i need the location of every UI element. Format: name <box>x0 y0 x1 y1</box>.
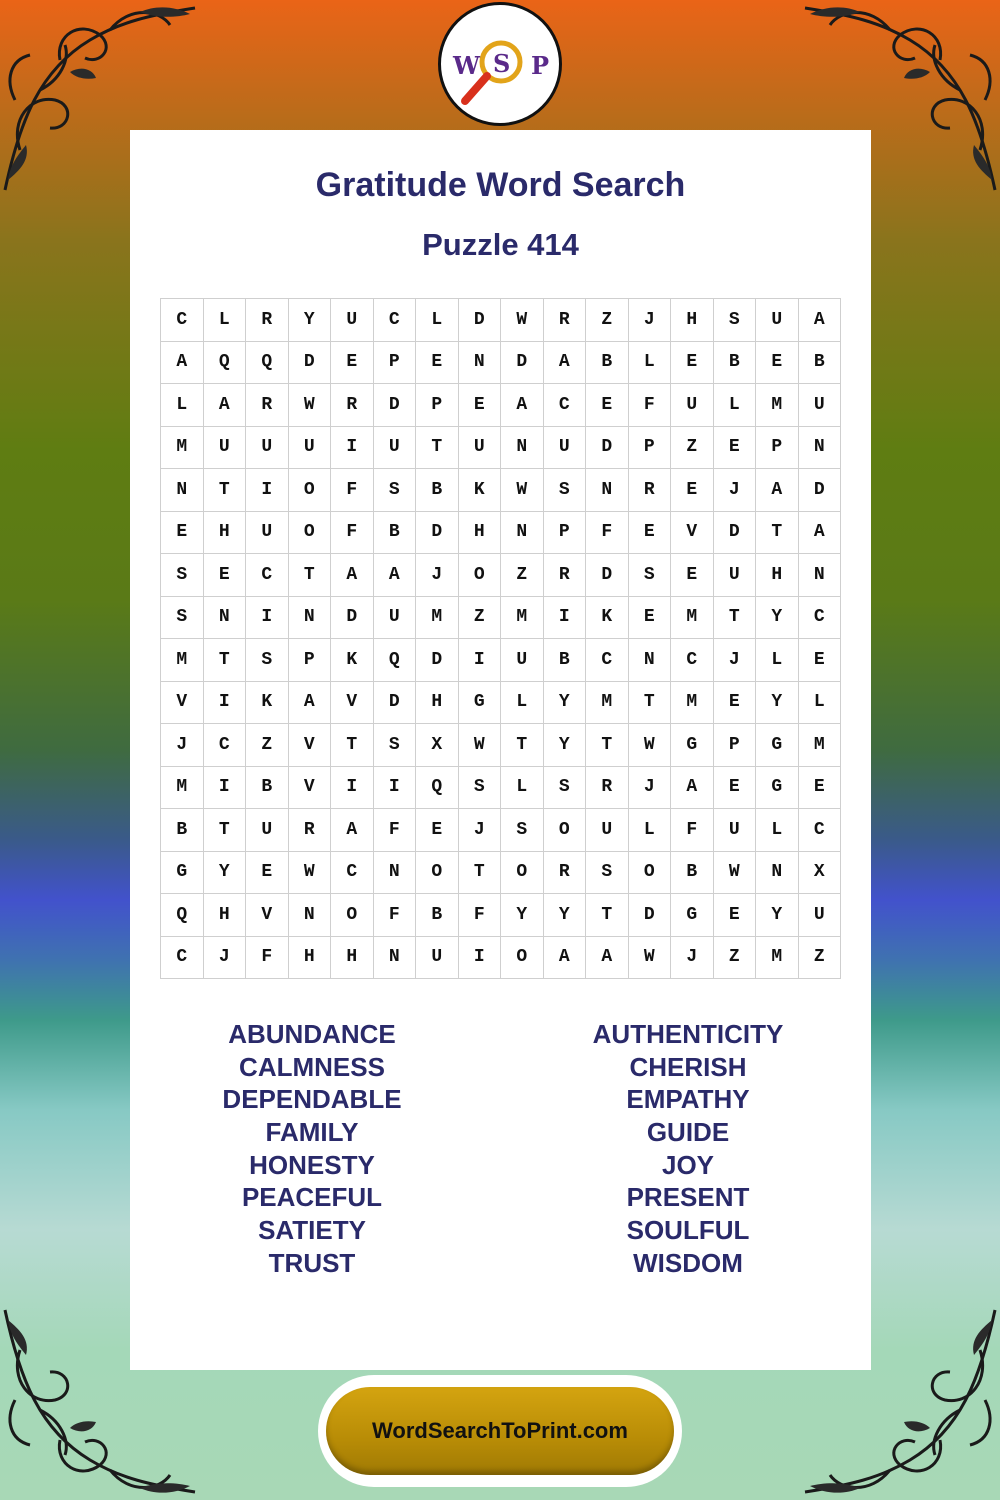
grid-cell[interactable]: O <box>459 554 502 597</box>
grid-cell[interactable]: S <box>246 639 289 682</box>
grid-cell[interactable]: R <box>544 554 587 597</box>
word-list-item: PEACEFUL <box>241 1182 383 1213</box>
grid-cell[interactable]: Z <box>671 427 714 470</box>
grid-cell[interactable]: U <box>374 427 417 470</box>
grid-cell[interactable]: S <box>629 554 672 597</box>
grid-cell[interactable]: D <box>501 342 544 385</box>
grid-cell[interactable]: C <box>246 554 289 597</box>
grid-cell[interactable]: C <box>374 299 417 342</box>
grid-cell[interactable]: E <box>799 639 842 682</box>
grid-cell[interactable]: L <box>756 639 799 682</box>
grid-cell[interactable]: V <box>331 682 374 725</box>
grid-cell[interactable]: Z <box>586 299 629 342</box>
grid-cell[interactable]: M <box>671 597 714 640</box>
grid-cell[interactable]: S <box>161 554 204 597</box>
grid-cell[interactable]: L <box>756 809 799 852</box>
grid-cell[interactable]: E <box>714 427 757 470</box>
grid-cell[interactable]: D <box>586 427 629 470</box>
grid-cell[interactable]: O <box>289 512 332 555</box>
grid-cell[interactable]: U <box>799 384 842 427</box>
grid-cell[interactable]: A <box>374 554 417 597</box>
grid-cell[interactable]: D <box>374 384 417 427</box>
grid-cell[interactable]: L <box>416 299 459 342</box>
grid-cell[interactable]: F <box>331 512 374 555</box>
site-logo[interactable] <box>438 2 562 126</box>
grid-cell[interactable]: T <box>714 597 757 640</box>
grid-cell[interactable]: R <box>246 299 289 342</box>
grid-cell[interactable]: B <box>416 469 459 512</box>
grid-cell[interactable]: N <box>204 597 247 640</box>
grid-cell[interactable]: U <box>586 809 629 852</box>
grid-cell[interactable]: U <box>246 809 289 852</box>
grid-cell[interactable]: A <box>289 682 332 725</box>
grid-cell[interactable]: O <box>416 852 459 895</box>
grid-cell[interactable]: A <box>544 937 587 980</box>
grid-cell[interactable]: V <box>161 682 204 725</box>
word-list-item: DEPENDABLE <box>222 1084 402 1115</box>
grid-cell[interactable]: U <box>416 937 459 980</box>
grid-cell[interactable]: H <box>331 937 374 980</box>
grid-cell[interactable]: Y <box>756 894 799 937</box>
grid-cell[interactable]: P <box>374 342 417 385</box>
footer-site-name: WordSearchToPrint.com <box>372 1418 628 1443</box>
grid-cell[interactable]: A <box>671 767 714 810</box>
grid-cell[interactable]: J <box>161 724 204 767</box>
grid-cell[interactable]: M <box>161 427 204 470</box>
grid-cell[interactable]: P <box>544 512 587 555</box>
grid-cell[interactable]: Y <box>544 894 587 937</box>
grid-cell[interactable]: A <box>586 937 629 980</box>
word-list-item: WISDOM <box>633 1247 743 1278</box>
grid-cell[interactable]: S <box>544 767 587 810</box>
grid-cell[interactable]: I <box>331 427 374 470</box>
grid-cell[interactable]: A <box>756 469 799 512</box>
grid-cell[interactable]: E <box>459 384 502 427</box>
grid-cell[interactable]: U <box>756 299 799 342</box>
grid-cell[interactable]: I <box>459 639 502 682</box>
grid-cell[interactable]: N <box>374 852 417 895</box>
grid-cell[interactable]: G <box>671 724 714 767</box>
grid-cell[interactable]: Y <box>204 852 247 895</box>
grid-cell[interactable]: K <box>331 639 374 682</box>
grid-cell[interactable]: S <box>161 597 204 640</box>
grid-cell[interactable]: T <box>204 639 247 682</box>
grid-cell[interactable]: W <box>629 937 672 980</box>
word-list-item: EMPATHY <box>626 1084 750 1115</box>
grid-cell[interactable]: V <box>246 894 289 937</box>
grid-cell[interactable]: B <box>586 342 629 385</box>
grid-cell[interactable]: I <box>331 767 374 810</box>
grid-cell[interactable]: N <box>799 554 842 597</box>
grid-cell[interactable]: M <box>799 724 842 767</box>
grid-cell[interactable]: F <box>374 894 417 937</box>
grid-cell[interactable]: S <box>459 767 502 810</box>
word-list-item: TRUST <box>268 1247 356 1278</box>
grid-cell[interactable]: M <box>671 682 714 725</box>
grid-cell[interactable]: S <box>586 852 629 895</box>
grid-cell[interactable]: Q <box>161 894 204 937</box>
grid-cell[interactable]: U <box>544 427 587 470</box>
grid-cell[interactable]: D <box>416 512 459 555</box>
grid-cell[interactable]: V <box>671 512 714 555</box>
grid-cell[interactable]: C <box>161 299 204 342</box>
word-list-item: CHERISH <box>629 1051 747 1082</box>
grid-cell[interactable]: B <box>671 852 714 895</box>
grid-cell[interactable]: R <box>289 809 332 852</box>
logo-letter-w: W <box>453 51 480 80</box>
grid-cell[interactable]: T <box>204 809 247 852</box>
grid-cell[interactable]: Y <box>544 682 587 725</box>
grid-cell[interactable]: L <box>501 767 544 810</box>
grid-cell[interactable]: J <box>671 937 714 980</box>
grid-cell[interactable]: Y <box>501 894 544 937</box>
grid-cell[interactable]: E <box>586 384 629 427</box>
word-list-item: FAMILY <box>265 1117 359 1148</box>
grid-cell[interactable]: O <box>501 937 544 980</box>
grid-cell[interactable]: H <box>204 894 247 937</box>
grid-cell[interactable]: F <box>374 809 417 852</box>
grid-cell[interactable]: U <box>374 597 417 640</box>
grid-cell[interactable]: C <box>544 384 587 427</box>
grid-cell[interactable]: P <box>416 384 459 427</box>
grid-cell[interactable]: F <box>459 894 502 937</box>
word-list-item: SOULFUL <box>626 1215 750 1246</box>
grid-cell[interactable]: C <box>671 639 714 682</box>
grid-cell[interactable]: N <box>756 852 799 895</box>
grid-cell[interactable]: W <box>501 469 544 512</box>
grid-cell[interactable]: D <box>799 469 842 512</box>
grid-cell[interactable]: V <box>289 724 332 767</box>
grid-cell[interactable]: E <box>204 554 247 597</box>
grid-cell[interactable]: N <box>501 512 544 555</box>
grid-cell[interactable]: B <box>374 512 417 555</box>
grid-cell[interactable]: W <box>289 852 332 895</box>
grid-cell[interactable]: I <box>204 682 247 725</box>
grid-cell[interactable]: T <box>416 427 459 470</box>
grid-cell[interactable]: B <box>799 342 842 385</box>
grid-cell[interactable]: E <box>714 767 757 810</box>
word-list-item: GUIDE <box>646 1117 730 1148</box>
grid-cell[interactable]: E <box>714 682 757 725</box>
word-list-item: ABUNDANCE <box>228 1019 396 1049</box>
grid-cell[interactable]: O <box>544 809 587 852</box>
word-list-item: HONESTY <box>249 1149 375 1180</box>
grid-cell[interactable]: K <box>586 597 629 640</box>
grid-cell[interactable]: C <box>331 852 374 895</box>
grid-cell[interactable]: Z <box>459 597 502 640</box>
grid-cell[interactable]: D <box>586 554 629 597</box>
grid-cell[interactable]: N <box>501 427 544 470</box>
footer-link-button[interactable] <box>326 1387 674 1475</box>
grid-cell[interactable]: U <box>331 299 374 342</box>
grid-cell[interactable]: E <box>714 894 757 937</box>
grid-cell[interactable]: V <box>289 767 332 810</box>
grid-cell[interactable]: M <box>586 682 629 725</box>
grid-cell[interactable]: E <box>756 342 799 385</box>
grid-cell[interactable]: W <box>289 384 332 427</box>
word-list-item: CALMNESS <box>239 1051 385 1082</box>
word-list-item: PRESENT <box>626 1182 750 1213</box>
grid-cell[interactable]: U <box>204 427 247 470</box>
grid-cell[interactable]: L <box>629 809 672 852</box>
grid-cell[interactable]: G <box>756 724 799 767</box>
grid-cell[interactable]: M <box>756 384 799 427</box>
grid-cell[interactable]: E <box>416 342 459 385</box>
grid-cell[interactable]: Y <box>544 724 587 767</box>
grid-cell[interactable]: I <box>459 937 502 980</box>
grid-cell[interactable]: N <box>161 469 204 512</box>
grid-cell[interactable]: E <box>671 554 714 597</box>
logo-letter-p: P <box>531 51 550 80</box>
grid-cell[interactable]: I <box>204 767 247 810</box>
word-list-right <box>528 1018 848 1280</box>
grid-cell[interactable]: U <box>714 809 757 852</box>
grid-cell[interactable]: Q <box>204 342 247 385</box>
grid-cell[interactable]: J <box>629 299 672 342</box>
grid-cell[interactable]: I <box>544 597 587 640</box>
grid-cell[interactable]: S <box>544 469 587 512</box>
grid-cell[interactable]: P <box>756 427 799 470</box>
word-list-item: SATIETY <box>258 1215 366 1246</box>
grid-cell[interactable]: Y <box>756 682 799 725</box>
grid-cell[interactable]: C <box>799 597 842 640</box>
grid-cell[interactable]: I <box>246 597 289 640</box>
grid-cell[interactable]: J <box>714 469 757 512</box>
grid-cell[interactable]: U <box>671 384 714 427</box>
grid-cell[interactable]: T <box>586 894 629 937</box>
grid-cell[interactable]: A <box>544 342 587 385</box>
grid-cell[interactable]: R <box>246 384 289 427</box>
grid-cell[interactable]: D <box>459 299 502 342</box>
grid-cell[interactable]: X <box>799 852 842 895</box>
word-list-left <box>152 1018 472 1280</box>
grid-cell[interactable]: O <box>289 469 332 512</box>
grid-cell[interactable]: C <box>161 937 204 980</box>
grid-cell[interactable]: G <box>756 767 799 810</box>
grid-cell[interactable]: R <box>331 384 374 427</box>
grid-cell[interactable]: W <box>714 852 757 895</box>
grid-cell[interactable]: Z <box>501 554 544 597</box>
grid-cell[interactable]: D <box>374 682 417 725</box>
grid-cell[interactable]: U <box>246 512 289 555</box>
grid-cell[interactable]: H <box>459 512 502 555</box>
grid-cell[interactable]: I <box>374 767 417 810</box>
grid-cell[interactable]: E <box>629 512 672 555</box>
grid-cell[interactable]: C <box>799 809 842 852</box>
grid-cell[interactable]: L <box>714 384 757 427</box>
grid-cell[interactable]: L <box>501 682 544 725</box>
grid-cell[interactable]: U <box>799 894 842 937</box>
grid-cell[interactable]: Z <box>714 937 757 980</box>
grid-cell[interactable]: G <box>459 682 502 725</box>
grid-cell[interactable]: U <box>501 639 544 682</box>
grid-cell[interactable]: B <box>714 342 757 385</box>
grid-cell[interactable]: O <box>331 894 374 937</box>
grid-cell[interactable]: Q <box>416 767 459 810</box>
grid-cell[interactable]: N <box>799 427 842 470</box>
grid-cell[interactable]: F <box>671 809 714 852</box>
grid-cell[interactable]: Y <box>289 299 332 342</box>
grid-cell[interactable]: W <box>459 724 502 767</box>
grid-cell[interactable]: E <box>671 342 714 385</box>
word-list-item: AUTHENTICITY <box>592 1019 784 1049</box>
grid-cell[interactable]: R <box>586 767 629 810</box>
grid-cell[interactable]: H <box>416 682 459 725</box>
grid-cell[interactable]: E <box>416 809 459 852</box>
grid-cell[interactable]: M <box>501 597 544 640</box>
grid-cell[interactable]: L <box>161 384 204 427</box>
grid-cell[interactable]: M <box>161 639 204 682</box>
grid-cell[interactable]: P <box>714 724 757 767</box>
grid-cell[interactable]: H <box>671 299 714 342</box>
grid-cell[interactable]: A <box>331 554 374 597</box>
grid-cell[interactable]: Z <box>799 937 842 980</box>
grid-cell[interactable]: F <box>586 512 629 555</box>
grid-cell[interactable]: C <box>586 639 629 682</box>
grid-cell[interactable]: K <box>246 682 289 725</box>
grid-cell[interactable]: H <box>289 937 332 980</box>
grid-cell[interactable]: D <box>714 512 757 555</box>
grid-cell[interactable]: E <box>161 512 204 555</box>
grid-cell[interactable]: E <box>629 597 672 640</box>
grid-cell[interactable]: H <box>756 554 799 597</box>
grid-cell[interactable]: J <box>714 639 757 682</box>
grid-cell[interactable]: B <box>416 894 459 937</box>
grid-cell[interactable]: B <box>246 767 289 810</box>
grid-cell[interactable]: U <box>714 554 757 597</box>
grid-cell[interactable]: O <box>501 852 544 895</box>
grid-cell[interactable]: N <box>586 469 629 512</box>
puzzle-number: Puzzle 414 <box>422 227 579 262</box>
grid-cell[interactable]: Q <box>246 342 289 385</box>
grid-cell[interactable]: J <box>416 554 459 597</box>
grid-cell[interactable]: D <box>289 342 332 385</box>
grid-cell[interactable]: E <box>799 767 842 810</box>
grid-cell[interactable]: L <box>629 342 672 385</box>
grid-cell[interactable]: A <box>501 384 544 427</box>
grid-cell[interactable]: K <box>459 469 502 512</box>
grid-cell[interactable]: N <box>459 342 502 385</box>
grid-cell[interactable]: M <box>161 767 204 810</box>
grid-cell[interactable]: A <box>161 342 204 385</box>
grid-cell[interactable]: D <box>416 639 459 682</box>
grid-cell[interactable]: Y <box>756 597 799 640</box>
grid-cell[interactable]: F <box>629 384 672 427</box>
grid-cell[interactable]: W <box>501 299 544 342</box>
grid-cell[interactable]: R <box>629 469 672 512</box>
grid-cell[interactable]: U <box>459 427 502 470</box>
grid-cell[interactable]: R <box>544 299 587 342</box>
grid-cell[interactable]: T <box>586 724 629 767</box>
grid-cell[interactable]: A <box>799 299 842 342</box>
grid-cell[interactable]: L <box>204 299 247 342</box>
grid-cell[interactable]: B <box>544 639 587 682</box>
page-title: Gratitude Word Search <box>315 166 686 204</box>
grid-cell[interactable]: J <box>459 809 502 852</box>
grid-cell[interactable]: G <box>161 852 204 895</box>
grid-cell[interactable]: E <box>246 852 289 895</box>
grid-cell[interactable]: D <box>629 894 672 937</box>
grid-cell[interactable]: J <box>629 767 672 810</box>
grid-cell[interactable]: X <box>416 724 459 767</box>
grid-cell[interactable]: T <box>629 682 672 725</box>
grid-cell[interactable]: E <box>671 469 714 512</box>
grid-cell[interactable]: O <box>629 852 672 895</box>
grid-cell[interactable]: Q <box>374 639 417 682</box>
word-list-item: JOY <box>661 1149 715 1180</box>
grid-cell[interactable]: U <box>289 427 332 470</box>
grid-cell[interactable]: M <box>756 937 799 980</box>
grid-cell[interactable]: B <box>161 809 204 852</box>
grid-cell[interactable]: S <box>374 469 417 512</box>
grid-cell[interactable]: T <box>756 512 799 555</box>
grid-cell[interactable]: T <box>331 724 374 767</box>
grid-cell[interactable]: A <box>331 809 374 852</box>
grid-cell[interactable]: S <box>501 809 544 852</box>
grid-cell[interactable]: S <box>374 724 417 767</box>
footer-badge <box>318 1375 682 1487</box>
grid-cell[interactable]: I <box>246 469 289 512</box>
grid-cell[interactable]: M <box>416 597 459 640</box>
grid-cell[interactable]: U <box>246 427 289 470</box>
grid-cell[interactable]: T <box>289 554 332 597</box>
grid-cell[interactable]: P <box>289 639 332 682</box>
grid-cell[interactable]: A <box>204 384 247 427</box>
grid-cell[interactable]: N <box>374 937 417 980</box>
grid-cell[interactable]: T <box>204 469 247 512</box>
grid-cell[interactable]: N <box>289 894 332 937</box>
grid-cell[interactable]: C <box>204 724 247 767</box>
grid-cell[interactable]: S <box>714 299 757 342</box>
grid-cell[interactable]: F <box>331 469 374 512</box>
grid-cell[interactable]: T <box>459 852 502 895</box>
grid-cell[interactable]: E <box>331 342 374 385</box>
puzzle-panel <box>130 130 871 1370</box>
grid-cell[interactable]: H <box>204 512 247 555</box>
grid-cell[interactable]: Z <box>246 724 289 767</box>
logo-letter-s: S <box>493 49 511 78</box>
grid-cell[interactable]: N <box>289 597 332 640</box>
grid-cell[interactable]: L <box>799 682 842 725</box>
letter-grid <box>160 298 841 979</box>
grid-cell[interactable]: D <box>331 597 374 640</box>
grid-cell[interactable]: W <box>629 724 672 767</box>
grid-cell[interactable]: A <box>799 512 842 555</box>
grid-cell[interactable]: J <box>204 937 247 980</box>
grid-cell[interactable]: R <box>544 852 587 895</box>
grid-cell[interactable]: T <box>501 724 544 767</box>
grid-cell[interactable]: N <box>629 639 672 682</box>
grid-cell[interactable]: F <box>246 937 289 980</box>
grid-cell[interactable]: P <box>629 427 672 470</box>
grid-cell[interactable]: G <box>671 894 714 937</box>
